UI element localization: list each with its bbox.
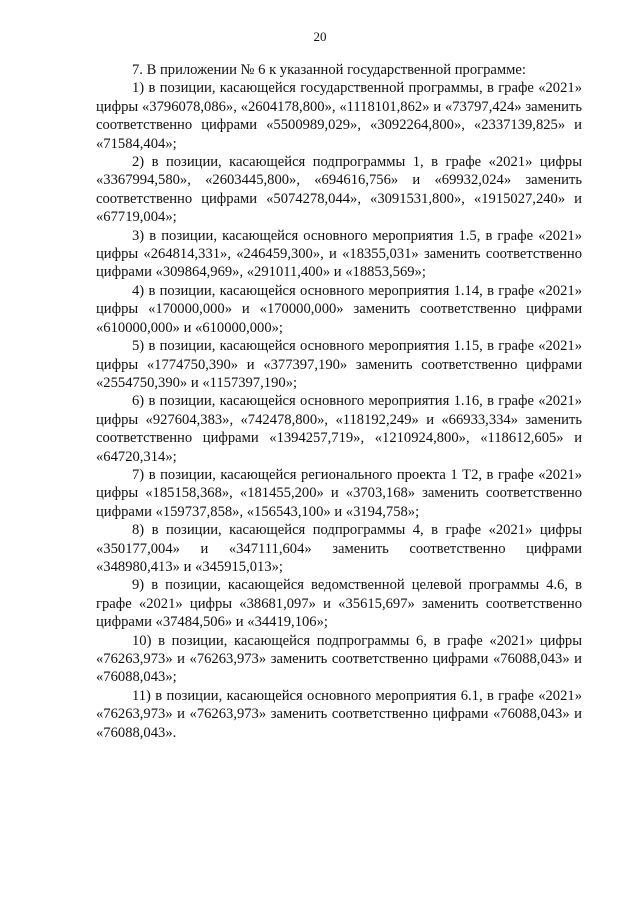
list-item-1: 1) в позиции, касающейся государственной программы, в графе «2021» цифры «3796078,086», «2604178,800», «1118101,862» и «73797,424» заменить соответственно цифрами «5500989,029», «3092264,800», «2337139,825» и «71584,404»; <box>96 80 582 152</box>
section-heading: 7. В приложении № 6 к указанной государственной программе: <box>132 62 526 78</box>
list-item-8: 8) в позиции, касающейся подпрограммы 4, в графе «2021» цифры «350177,004» и «347111,604» заменить соответственно цифрами «348980,413» и «345915,013»; <box>96 522 582 575</box>
list-item-9: 9) в позиции, касающейся ведомственной целевой программы 4.6, в графе «2021» цифры «38681,097» и «35615,697» заменить соответственно цифрами «37484,506» и «34419,106»; <box>96 577 582 631</box>
list-item-4: 4) в позиции, касающейся основного мероприятия 1.14, в графе «2021» цифры «170000,000» и «170000,000» заменить соответственно цифрами «610000,000» и «610000,000»; <box>96 282 582 336</box>
list-item-11: 11) в позиции, касающейся основного мероприятия 6.1, в графе «2021» «76263,973» и «76263,973» заменить соответственно цифрами «76088,043» и «76088,043». <box>96 687 582 741</box>
document-body <box>96 61 582 742</box>
list-item-7: 7) в позиции, касающейся регионального проекта 1 Т2, в графе «2021» цифры «185158,368», «181455,200» и «3703,168» заменить соответственно цифрами «159737,858», «156543,100» и «3194,758»; <box>96 466 582 520</box>
page-number: 20 <box>313 29 327 44</box>
list-item-5: 5) в позиции, касающейся основного мероприятия 1.15, в графе «2021» цифры «1774750,390» и «377397,190» заменить соответственно цифрами «2554750,390» и «1157397,190»; <box>96 338 582 391</box>
list-item-10: 10) в позиции, касающейся подпрограммы 6, в графе «2021» цифры «76263,973» и «76263,973» заменить соответственно цифрами «76088,043» и «76088,043»; <box>96 632 582 686</box>
list-item-6: 6) в позиции, касающейся основного мероприятия 1.16, в графе «2021» цифры «927604,383», «742478,800», «118192,249» и «66933,334» заменить соответственно цифрами «1394257,719», «1210924,800», «118612,605» и «64720,314»; <box>96 393 582 465</box>
list-item-3: 3) в позиции, касающейся основного мероприятия 1.5, в графе «2021» цифры «264814,331», «246459,300», и «18355,031» заменить соответственно цифрами «309864,969», «291011,400» и «18853,569»; <box>96 227 582 281</box>
list-item-2: 2) в позиции, касающейся подпрограммы 1, в графе «2021» цифры «3367994,580», «2603445,800», «694616,756» и «69932,024» заменить соответственно цифрами «5074278,044», «3091531,800», «1915027,240» и «67719,004»; <box>96 154 582 226</box>
